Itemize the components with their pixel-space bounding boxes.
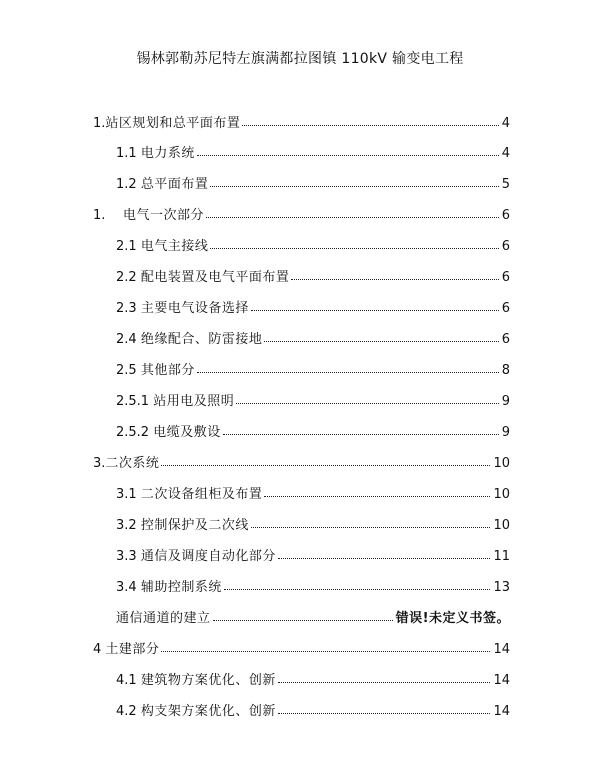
toc-entry-3[interactable] [93, 452, 510, 474]
toc-entry-number: 4.1 [116, 673, 137, 688]
toc-entry-number: 3.1 [116, 487, 137, 502]
toc-entry-number: 2.4 [116, 332, 137, 347]
toc-dot-leader [278, 681, 491, 683]
toc-entry-number: 2.1 [116, 239, 137, 254]
toc-entry-title: 电气主接线 [140, 239, 209, 254]
toc-entry-2[interactable] [93, 204, 510, 226]
toc-entry-page: 4 [501, 116, 510, 131]
toc-entry-title: 通信及调度自动化部分 [140, 549, 276, 564]
toc-entry-title: 绝缘配合、防雷接地 [140, 332, 263, 347]
toc-dot-leader [223, 433, 499, 435]
toc-entry-number: 2.5.2 [116, 425, 150, 440]
toc-entry-2-3[interactable] [116, 297, 510, 319]
toc-dot-leader [206, 216, 499, 218]
toc-entry-title: 配电装置及电气平面布置 [140, 270, 290, 285]
toc-entry-2-2[interactable] [116, 266, 510, 288]
toc-entry-2-5-1[interactable] [116, 390, 510, 412]
toc-entry-page: 14 [493, 673, 510, 688]
toc-entry-1-2[interactable] [116, 173, 510, 195]
toc-entry-page: 6 [501, 332, 510, 347]
toc-entry-page-error: 错误!未定义书签。 [395, 611, 510, 626]
toc-entry-number: 4.2 [116, 704, 137, 719]
toc-entry-page: 4 [501, 146, 510, 161]
toc-entry-title: 其他部分 [140, 363, 195, 378]
toc-entry-3-3[interactable] [116, 545, 510, 567]
toc-entry-title: 二次设备组柜及布置 [140, 487, 263, 502]
toc-entry-page: 10 [493, 518, 510, 533]
toc-entry-page: 10 [493, 456, 510, 471]
toc-entry-page: 11 [493, 549, 510, 564]
toc-dot-leader [291, 278, 498, 280]
toc-dot-leader [213, 619, 393, 621]
toc-entry-number: 1.1 [116, 146, 137, 161]
toc-entry-page: 6 [501, 239, 510, 254]
toc-entry-title: 建筑物方案优化、创新 [140, 673, 276, 688]
toc-entry-title: 构支架方案优化、创新 [140, 704, 276, 719]
toc-dot-leader [264, 495, 490, 497]
toc-entry-page: 5 [501, 177, 510, 192]
toc-entry-comm-channel[interactable] [116, 607, 510, 629]
toc-entry-number: 4 [93, 642, 102, 657]
toc-dot-leader [278, 712, 491, 714]
toc-entry-1[interactable] [93, 112, 510, 134]
toc-entry-number: 1. [93, 208, 106, 223]
toc-entry-4-2[interactable] [116, 700, 510, 722]
toc-entry-title: 总平面布置 [140, 177, 209, 192]
toc-entry-4-1[interactable] [116, 669, 510, 691]
toc-entry-number: 1.2 [116, 177, 137, 192]
toc-entry-3-4[interactable] [116, 576, 510, 598]
toc-entry-1-1[interactable] [116, 142, 510, 164]
toc-entry-title: 电气一次部分 [123, 208, 205, 223]
toc-entry-4[interactable] [93, 638, 510, 660]
toc-entry-2-1[interactable] [116, 235, 510, 257]
toc-entry-title: 控制保护及二次线 [140, 518, 249, 533]
toc-dot-leader [197, 371, 499, 373]
toc-entry-title: 通信通道的建立 [116, 611, 211, 626]
toc-entry-number: 2.2 [116, 270, 137, 285]
toc-entry-page: 13 [493, 580, 510, 595]
toc-entry-page: 6 [501, 208, 510, 223]
toc-entry-number: 3.2 [116, 518, 137, 533]
toc-entry-page: 14 [493, 642, 510, 657]
toc-entry-number: 3.3 [116, 549, 137, 564]
toc-entry-title: 站区规划和总平面布置 [105, 116, 241, 131]
toc-dot-leader [264, 340, 498, 342]
toc-entry-number: 1. [93, 116, 106, 131]
toc-entry-title: 辅助控制系统 [140, 580, 222, 595]
toc-dot-leader [161, 464, 490, 466]
toc-entry-number: 2.3 [116, 301, 137, 316]
toc-entry-page: 10 [493, 487, 510, 502]
toc-entry-number: 2.5.1 [116, 394, 150, 409]
toc-dot-leader [251, 309, 499, 311]
toc-dot-leader [224, 588, 491, 590]
toc-entry-page: 8 [501, 363, 510, 378]
toc-entry-page: 9 [501, 425, 510, 440]
toc-entry-3-1[interactable] [116, 483, 510, 505]
toc-dot-leader [210, 185, 498, 187]
toc-entry-page: 14 [493, 704, 510, 719]
toc-dot-leader [210, 247, 498, 249]
toc-entry-title: 二次系统 [105, 456, 160, 471]
toc-entry-page: 6 [501, 270, 510, 285]
toc-entry-title: 土建部分 [105, 642, 160, 657]
toc-entry-page: 9 [501, 394, 510, 409]
toc-dot-leader [251, 526, 491, 528]
toc-entry-2-5-2[interactable] [116, 421, 510, 443]
toc-entry-page: 6 [501, 301, 510, 316]
toc-dot-leader [278, 557, 491, 559]
toc-entry-3-2[interactable] [116, 514, 510, 536]
toc-dot-leader [236, 402, 498, 404]
toc-entry-2-5[interactable] [116, 359, 510, 381]
toc-entry-title: 电力系统 [140, 146, 195, 161]
toc-entry-title: 站用电及照明 [153, 394, 235, 409]
toc-entry-number: 3. [93, 456, 106, 471]
toc-entry-number: 2.5 [116, 363, 137, 378]
toc-dot-leader [242, 124, 498, 126]
toc-entry-title: 电缆及敷设 [153, 425, 221, 440]
toc-entry-title: 主要电气设备选择 [140, 301, 249, 316]
toc-dot-leader [197, 154, 499, 156]
toc-entry-number: 3.4 [116, 580, 137, 595]
toc-entry-2-4[interactable] [116, 328, 510, 350]
toc-dot-leader [161, 650, 490, 652]
document-title: 锡林郭勒苏尼特左旗满都拉图镇 110kV 输变电工程 [136, 51, 464, 67]
